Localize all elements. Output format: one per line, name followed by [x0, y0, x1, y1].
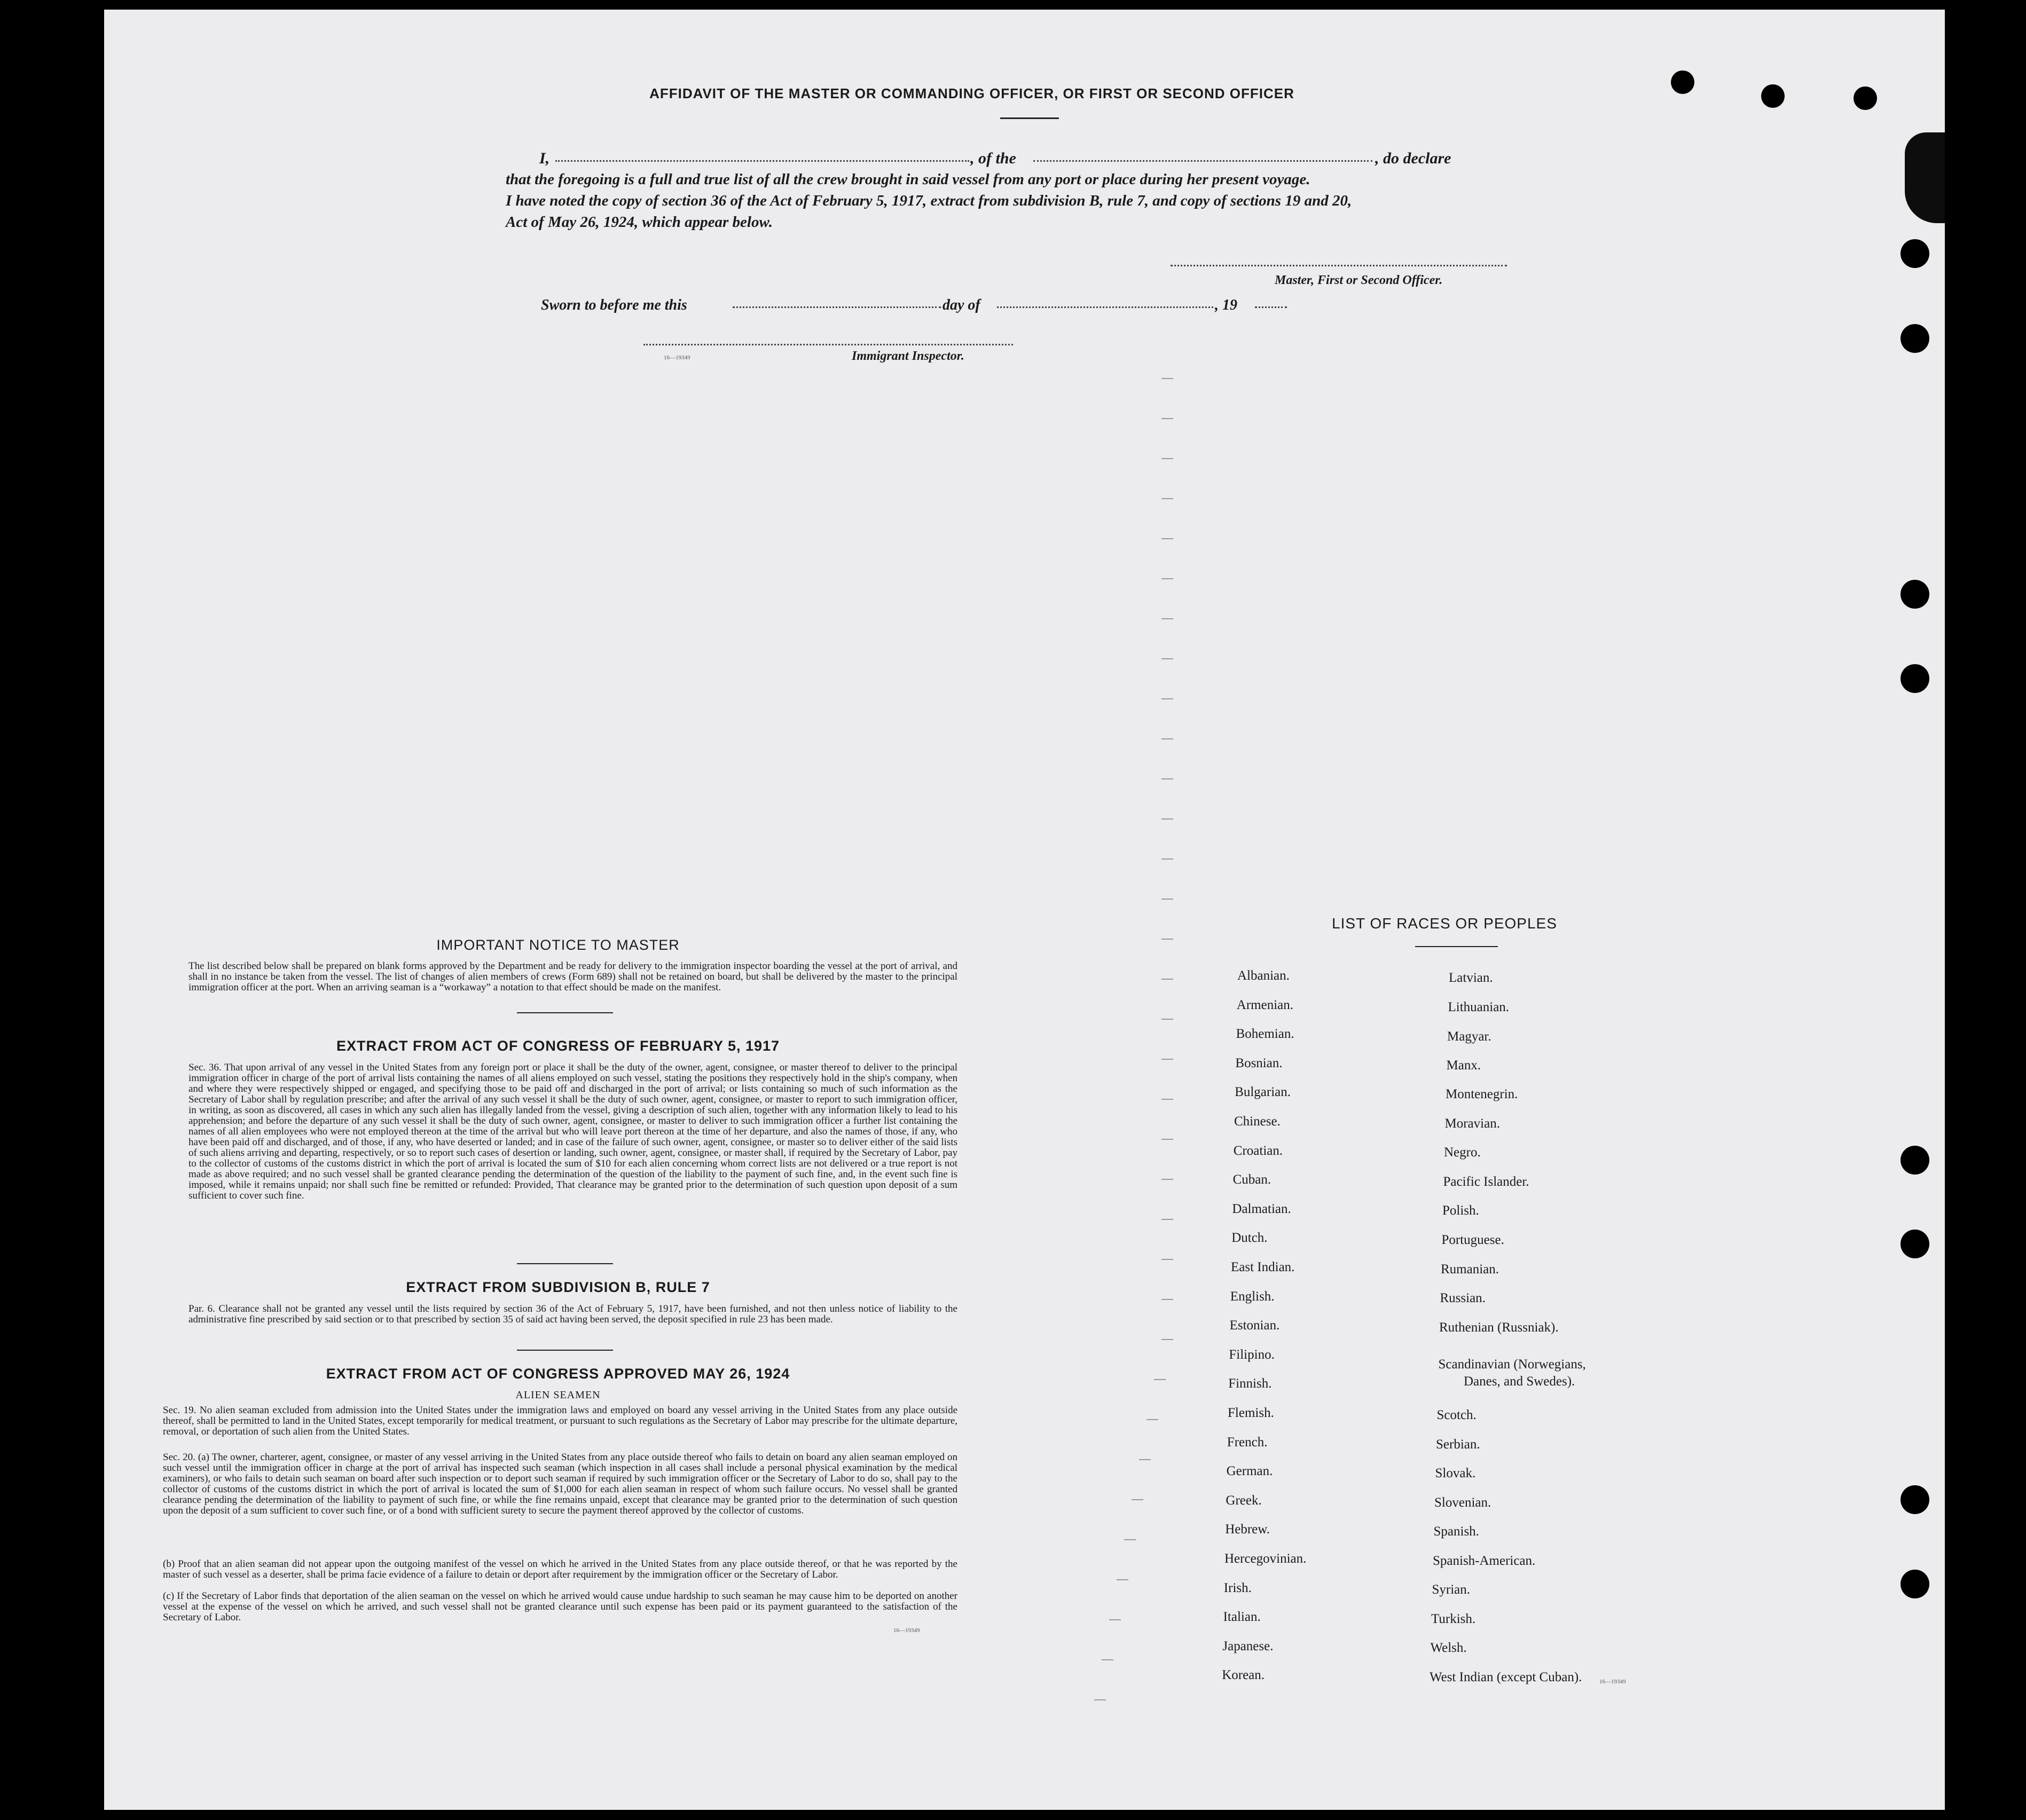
- year-label: , 19: [1215, 297, 1237, 313]
- race-item: Korean.: [1222, 1668, 1265, 1683]
- faint-tick-mark: [1139, 1459, 1151, 1460]
- rule7-title: EXTRACT FROM SUBDIVISION B, RULE 7: [406, 1279, 710, 1295]
- sworn-month-blank[interactable]: [997, 306, 1213, 308]
- race-item: Danes, and Swedes).: [1464, 1374, 1575, 1389]
- race-item: Japanese.: [1222, 1638, 1274, 1653]
- name-blank[interactable]: [555, 160, 969, 162]
- rule7-divider: [517, 1350, 613, 1351]
- faint-tick-mark: [1109, 1619, 1121, 1620]
- race-item: East Indian.: [1231, 1260, 1295, 1274]
- faint-tick-mark: [1161, 1099, 1173, 1100]
- race-item: Bosnian.: [1235, 1055, 1283, 1070]
- faint-tick-mark: [1161, 418, 1173, 419]
- inspector-line[interactable]: [643, 344, 1013, 345]
- faint-tick-mark: [1094, 1699, 1106, 1700]
- race-item: Albanian.: [1237, 968, 1290, 983]
- race-item: Portuguese.: [1441, 1233, 1504, 1247]
- binder-hole: [1901, 1146, 1929, 1175]
- faint-tick-mark: [1161, 498, 1173, 499]
- race-item: Flemish.: [1228, 1406, 1274, 1420]
- race-item: Manx.: [1446, 1058, 1481, 1073]
- faint-tick-mark: [1161, 1139, 1173, 1140]
- binder-hole: [1901, 580, 1929, 609]
- inspector-label: Immigrant Inspector.: [852, 349, 964, 363]
- race-item: Hebrew.: [1225, 1522, 1270, 1537]
- faint-tick-mark: [1102, 1659, 1113, 1660]
- rule7-text: Par. 6. Clearance shall not be granted any vessel until the lists required by section 36 of the Act of February 5, 1917, have been furnished, and not then unless notice of liability to the administrative fine prescribed by said section or to that prescribed by section 35 of said act having been served, the deposit specified in rule 23 has been made.: [189, 1303, 957, 1325]
- extract-1924-title: EXTRACT FROM ACT OF CONGRESS APPROVED MAY 26, 1924: [326, 1366, 790, 1382]
- faint-tick-mark: [1161, 778, 1173, 779]
- affidavit-line-2: I have noted the copy of section 36 of the Act of February 5, 1917, extract from subdivision B, rule 7, and copy of sections 19 and 20,: [506, 192, 1352, 209]
- races-form-code: 16—19349: [1599, 1679, 1626, 1685]
- notice-text: The list described below shall be prepared on blank forms approved by the Department and be ready for delivery to the immigration inspector boarding the vessel at the port of arrival, and shall in no instance be taken from the vessel. The list of changes of alien members of crews (Form 689) shall not be retained on board, but shall be delivered by the master to the principal immigration officer at the port. When an arriving seaman is a “workaway” a notation to that effect should be made on the manifest.: [189, 960, 957, 993]
- faint-tick-mark: [1161, 979, 1173, 980]
- binder-hole: [1901, 239, 1929, 268]
- inspector-form-code: 16—19349: [664, 354, 690, 361]
- faint-tick-mark: [1161, 538, 1173, 539]
- binder-hole: [1671, 70, 1694, 94]
- title-divider: [1000, 117, 1059, 119]
- races-title: LIST OF RACES OR PEOPLES: [1332, 915, 1557, 932]
- races-divider: [1415, 946, 1498, 947]
- race-item: Bohemian.: [1236, 1027, 1294, 1042]
- vessel-blank[interactable]: [1033, 160, 1372, 162]
- race-item: Slovenian.: [1434, 1495, 1491, 1510]
- race-item: Italian.: [1223, 1610, 1261, 1625]
- race-item: Negro.: [1444, 1145, 1481, 1160]
- race-item: Rumanian.: [1441, 1262, 1499, 1277]
- race-item: Chinese.: [1234, 1114, 1281, 1129]
- faint-tick-mark: [1132, 1499, 1143, 1500]
- binder-hole: [1901, 324, 1929, 353]
- race-item: Dalmatian.: [1232, 1201, 1291, 1216]
- notice-title: IMPORTANT NOTICE TO MASTER: [436, 937, 680, 953]
- faint-tick-mark: [1161, 578, 1173, 579]
- race-item: West Indian (except Cuban).: [1430, 1670, 1582, 1684]
- race-item: Dutch.: [1231, 1231, 1268, 1246]
- do-declare-label: , do declare: [1375, 149, 1451, 167]
- day-of-label: day of: [943, 297, 980, 313]
- alien-seamen-subtitle: ALIEN SEAMEN: [515, 1389, 601, 1401]
- notice-divider: [517, 1012, 613, 1013]
- faint-tick-mark: [1161, 618, 1173, 619]
- race-item: Moravian.: [1444, 1116, 1500, 1131]
- faint-tick-mark: [1161, 1299, 1173, 1300]
- sec20c-text: (c) If the Secretary of Labor finds that deportation of the alien seaman on the vessel on which he arrived would cause undue hardship to such seaman he may cause him to be deported on another vessel at the expense of the vessel on which he arrived, and such vessel shall not be granted clearance until such expense has been paid or its payment guaranteed to the satisfaction of the Secretary of Labor.: [163, 1590, 957, 1623]
- faint-tick-mark: [1117, 1579, 1128, 1580]
- binder-hole: [1901, 664, 1929, 693]
- race-item: Slovak.: [1435, 1466, 1476, 1480]
- race-item: Syrian.: [1432, 1582, 1471, 1597]
- faint-tick-mark: [1161, 1259, 1173, 1260]
- race-item: Spanish.: [1433, 1524, 1479, 1539]
- sec20a-text: Sec. 20. (a) The owner, charterer, agent, consignee, or master of any vessel arriving in the United States from any place outside thereof who fails to detain on board any alien seaman employed on such vessel until the immigration officer in charge at the port of arrival has inspected such seaman (which inspection in all cases shall include a personal physical examination by the medical examiners), or who fails to detain such seaman on board after such inspection or to deport such seaman if required by such immigration officer or the Secretary of Labor to do so, shall pay to the collector of customs of the customs district in which the port of arrival is located the sum of $1,000 for each alien seaman in respect of whom such failure occurs. No vessel shall be granted clearance pending the determination of the liability to payment of such fine, or while the fine remains unpaid, except that clearance may be granted prior to the determination of such question upon the deposit of a sum sufficient to cover such fine, or of a bond with sufficient surety to secure the payment thereof approved by the collector of customs.: [163, 1452, 957, 1516]
- race-item: Polish.: [1442, 1203, 1479, 1218]
- faint-tick-mark: [1161, 1339, 1173, 1340]
- affidavit-line-3: Act of May 26, 1924, which appear below.: [506, 214, 773, 231]
- torn-edge: [1905, 132, 1945, 223]
- race-item: Hercegovinian.: [1224, 1551, 1307, 1566]
- faint-tick-mark: [1161, 698, 1173, 699]
- faint-tick-mark: [1161, 658, 1173, 659]
- race-item: Croatian.: [1233, 1143, 1283, 1158]
- race-item: Serbian.: [1436, 1437, 1480, 1452]
- affidavit-line-1: that the foregoing is a full and true list of all the crew brought in said vessel from any port or place during her present voyage.: [506, 171, 1310, 188]
- extract-form-code: 16—19349: [893, 1627, 920, 1634]
- sworn-label: Sworn to before me this: [541, 297, 687, 313]
- race-item: Finnish.: [1228, 1376, 1272, 1391]
- faint-tick-mark: [1161, 858, 1173, 860]
- faint-tick-mark: [1161, 1059, 1173, 1060]
- race-item: Irish.: [1223, 1580, 1252, 1595]
- race-item: Ruthenian (Russniak).: [1439, 1320, 1559, 1335]
- race-item: Pacific Islander.: [1443, 1175, 1529, 1189]
- binder-hole: [1901, 1230, 1929, 1258]
- race-item: Welsh.: [1430, 1641, 1467, 1655]
- race-item: Magyar.: [1447, 1029, 1491, 1044]
- affidavit-title: AFFIDAVIT OF THE MASTER OR COMMANDING OFFICER, OR FIRST OR SECOND OFFICER: [649, 85, 1294, 101]
- faint-tick-mark: [1161, 738, 1173, 739]
- race-item: Filipino.: [1229, 1347, 1275, 1362]
- faint-tick-mark: [1161, 818, 1173, 820]
- document-page: [104, 10, 1945, 1810]
- race-item: German.: [1226, 1464, 1273, 1479]
- sec20b-text: (b) Proof that an alien seaman did not appear upon the outgoing manifest of the vessel on which he arrived in the United States from any place outside thereof, or that he was reported by the master of such vessel as a deserter, shall be prima facie evidence of a failure to detain or deport after requirement by the immigration officer or the Secretary of Labor.: [163, 1558, 957, 1580]
- race-item: Armenian.: [1236, 997, 1294, 1012]
- faint-tick-mark: [1161, 899, 1173, 900]
- faint-tick-mark: [1161, 1219, 1173, 1220]
- race-item: Latvian.: [1449, 971, 1493, 985]
- race-item: Scandinavian (Norwegians,: [1438, 1357, 1586, 1372]
- binder-hole: [1761, 84, 1785, 108]
- extract-1917-divider: [517, 1263, 613, 1264]
- race-item: Scotch.: [1436, 1408, 1477, 1422]
- race-item: French.: [1227, 1435, 1268, 1449]
- faint-tick-mark: [1161, 1179, 1173, 1180]
- sworn-year-blank[interactable]: [1255, 306, 1287, 308]
- faint-tick-mark: [1124, 1539, 1136, 1540]
- race-item: Bulgarian.: [1235, 1085, 1291, 1100]
- faint-tick-mark: [1161, 458, 1173, 459]
- race-item: Cuban.: [1232, 1172, 1271, 1187]
- faint-tick-mark: [1161, 939, 1173, 940]
- extract-1917-title: EXTRACT FROM ACT OF CONGRESS OF FEBRUARY 5, 1917: [336, 1038, 780, 1054]
- faint-tick-mark: [1161, 1019, 1173, 1020]
- i-label: I,: [539, 149, 550, 167]
- race-item: Turkish.: [1431, 1612, 1476, 1626]
- signature-line[interactable]: [1171, 265, 1507, 266]
- faint-tick-mark: [1154, 1379, 1166, 1380]
- race-item: Russian.: [1440, 1291, 1486, 1305]
- faint-tick-mark: [1147, 1419, 1158, 1420]
- faint-tick-mark: [1161, 378, 1173, 379]
- binder-hole: [1854, 86, 1877, 110]
- sworn-day-blank[interactable]: [733, 306, 941, 308]
- race-item: Lithuanian.: [1448, 1000, 1510, 1014]
- race-item: Estonian.: [1229, 1318, 1280, 1333]
- binder-hole: [1901, 1485, 1929, 1514]
- signature-label: Master, First or Second Officer.: [1275, 273, 1443, 287]
- race-item: Montenegrin.: [1446, 1087, 1518, 1101]
- race-item: Greek.: [1226, 1493, 1262, 1508]
- sec19-text: Sec. 19. No alien seaman excluded from admission into the United States under the immigration laws and employed on board any vessel arriving in the United States from any place outside thereof, shall be permitted to land in the United States, except temporarily for medical treatment, or pursuant to such regulations as the Secretary of Labor may prescribe for the ultimate departure, removal, or deportation of such alien from the United States.: [163, 1405, 957, 1437]
- race-item: Spanish-American.: [1433, 1554, 1536, 1568]
- extract-1917-text: Sec. 36. That upon arrival of any vessel in the United States from any foreign port or place it shall be the duty of the owner, agent, consignee, or master thereof to deliver to the principal immigration officer in charge of the port of arrival lists containing the names of all aliens employed on such vessel, stating the positions they respectively hold in the ship's company, when and where they were respectively shipped or engaged, and specifying those to be paid off and discharged in the port of arrival; or lists containing so much of such information as the Secretary of Labor shall by regulation prescribe; and after the arrival of any such vessel it shall be the duty of such owner, agent, consignee, or master to report to such immigration officer, in writing, as soon as discovered, all cases in which any such alien has illegally landed from the vessel, giving a description of such alien, together with any information likely to lead to his apprehension; and before the departure of any such vessel it shall be the duty of such owner, agent, consignee, or master to deliver to such immigration officer a further list containing the names of all alien employees who were not employed thereon at the time of the arrival but who will leave port thereon at the time of her departure, and also the names of those, if any, who have been paid off and discharged, and of those, if any, who have deserted or landed; and in case of the failure of such owner, agent, consignee, or master so to deliver either of the said lists of such aliens arriving and departing, respectively, or so to report such cases of desertion or landing, such owner, agent, consignee, or master shall, if required by the Secretary of Labor, pay to the collector of customs of the customs district in which the port of arrival is located the sum of $10 for each alien concerning whom correct lists are not delivered or a true report is not made as above required; and no such vessel shall be granted clearance pending the determination of the question of the liability to the payment of such fine, and, in the event such fine is imposed, while it remains unpaid; nor shall such fine be remitted or refunded: Provided, That clearance may be granted prior to the determination of such question upon deposit of a sum sufficient to cover such fine.: [189, 1062, 957, 1201]
- race-item: English.: [1230, 1289, 1275, 1304]
- binder-hole: [1901, 1570, 1929, 1598]
- of-the-label: , of the: [970, 149, 1016, 167]
